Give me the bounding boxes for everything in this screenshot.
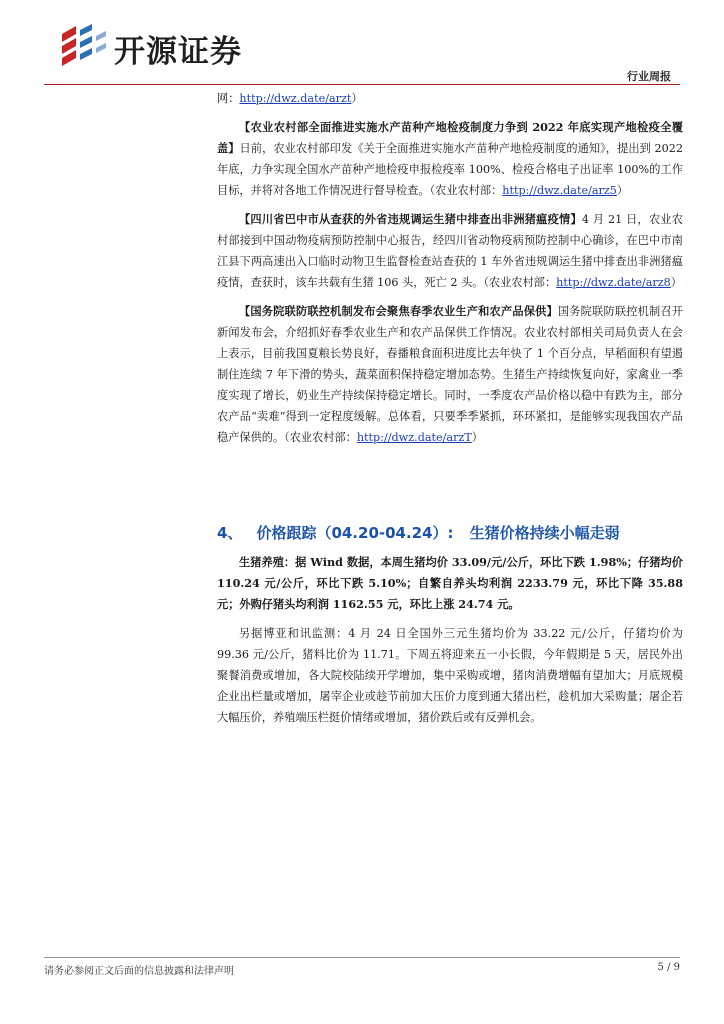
price-label: 生猪养殖： xyxy=(239,555,296,569)
paragraph-suffix: ） xyxy=(616,184,629,197)
source-link[interactable]: http://dwz.date/arzT xyxy=(356,431,472,444)
logo-mark-icon xyxy=(58,20,110,70)
news-paragraph xyxy=(217,301,683,448)
footer-divider xyxy=(44,957,680,958)
source-link[interactable]: http://dwz.date/arz8 xyxy=(556,276,671,289)
brand-logo xyxy=(58,20,278,70)
price-summary-text: 据 Wind 数据，本周生猪均价 33.09/元/公斤，环比下跌 1.98%；仔猪均价 110.24 元/公斤，环比下跌 5.10%；自繁自养头均利润 2233.79 元，环比下降 35.88 元；外购仔猪头均利润 1162.55 元，环比上涨 24.74 元。 xyxy=(217,555,683,611)
section-heading xyxy=(217,522,620,543)
news-column xyxy=(217,88,683,448)
price-detail: 另据博亚和讯监测：4 月 24 日全国外三元生猪均价为 33.22 元/公斤，仔猪均价为 99.36 元/公斤，猪料比价为 11.71。下周五将迎来五一小长假，今年假期是 5 天，居民外出聚餐消费或增加，各大院校陆续开学增加，集中采购或增，猪肉消费增幅有望加大；月底规模企业出栏量或增加，屠宰企业或趁节前加大压价力度到通大猪出栏，趁机加大采购量；屠企若大幅压价，养殖端压栏挺价情绪或增加，猪价跌后或有反弹机会。 xyxy=(217,627,683,724)
news-body: 国务院联防联控机制召开新闻发布会，介绍抓好春季农业生产和农产品保供工作情况。农业农村部相关司局负责人在会上表示，目前我国夏粮长势良好，春播粮食面积进度比去年快了 1 个百分点，早稻面积有望遏制住连续 7 年下滑的势头，蔬菜面积保持稳定增加态势。生猪生产持续恢复向好，家禽业一季度实现了增长，奶业生产持续保持稳定增长。同时，一季度农产品价格以稳中有跌为主，部分农产品“卖难”得到一定程度缓解。总体看，只要季季紧抓，环环紧扣，是能够实现我国农产品稳产保供的。（农业农村部： xyxy=(217,305,683,444)
section-subtitle: 生猪价格持续小幅走弱 xyxy=(469,524,620,542)
news-title: 【农业农村部全面推进实施水产苗种产地检疫制度力争到 2022 年底实现产地检疫全覆盖】 xyxy=(217,120,683,155)
price-summary xyxy=(217,552,683,615)
source-link[interactable]: http://dwz.date/arz5 xyxy=(502,184,617,197)
news-title: 【四川省巴中市从查获的外省违规调运生猪中排查出非洲猪瘟疫情】 xyxy=(239,212,582,226)
paragraph-prefix: 网： xyxy=(217,92,240,105)
news-title: 【国务院联防联控机制发布会聚焦春季农业生产和农产品保供】 xyxy=(239,304,558,318)
logo-text: 开源证券 xyxy=(114,34,242,70)
price-column xyxy=(217,552,683,728)
header-divider xyxy=(44,84,680,85)
section-number: 4、 xyxy=(217,524,243,542)
page-number: 5 / 9 xyxy=(657,962,680,973)
news-body: 4 月 21 日，农业农村部接到中国动物疫病预防控制中心报告，经四川省动物疫病预防控制中心确诊，在巴中市南江县下两高速出入口临时动物卫生监督检查站查获的 1 车外省违规调运生猪中排查出非洲猪瘟疫情，查获时，该车共载有生猪 106 头，死亡 2 头。（农业农村部： xyxy=(217,213,683,289)
news-paragraph xyxy=(217,88,683,109)
news-body: 日前，农业农村部印发《关于全面推进实施水产苗种产地检疫制度的通知》，提出到 2022 年底，力争实现全国水产苗种产地检疫申报检疫率 100%、检疫合格电子出证率 100%的工作目标，并将对各地工作情况进行督导检查。（农业农村部： xyxy=(217,142,683,197)
document-type-label: 行业周报 xyxy=(627,70,671,83)
paragraph-suffix: ） xyxy=(471,431,483,444)
section-title: 价格跟踪（04.20-04.24）: xyxy=(256,524,454,542)
footer-disclaimer: 请务必参阅正文后面的信息披露和法律声明 xyxy=(44,966,234,977)
paragraph-suffix: ） xyxy=(670,276,682,289)
news-paragraph xyxy=(217,209,683,293)
news-paragraph xyxy=(217,117,683,201)
paragraph-suffix: ） xyxy=(351,92,363,105)
source-link[interactable]: http://dwz.date/arzt xyxy=(239,92,352,105)
